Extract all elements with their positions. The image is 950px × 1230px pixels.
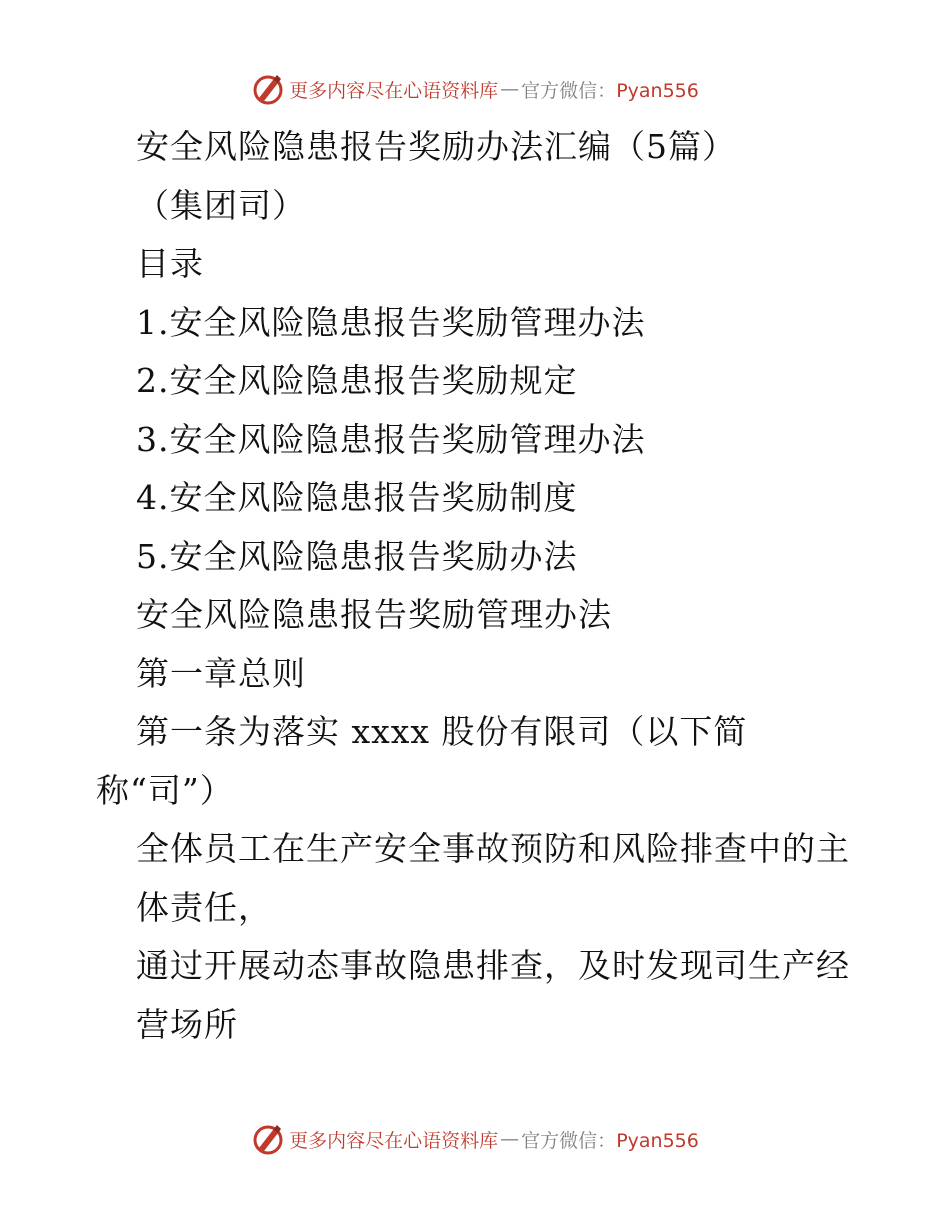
banner-wechat-label: 官方微信： <box>521 79 617 102</box>
paragraph: 通过开展动态事故隐患排查，及时发现司生产经营场所 <box>136 946 850 1044</box>
toc-item: 5.安全风险隐患报告奖励办法 <box>136 536 578 576</box>
banner-text: 更多内容尽在心语资料库 <box>289 79 499 102</box>
chapter-heading: 第一章总则 <box>136 653 306 693</box>
banner-wechat <box>521 1126 699 1153</box>
paragraph-line: 称“司”） <box>96 770 234 810</box>
footer-watermark <box>0 1122 950 1156</box>
toc-item: 2.安全风险隐患报告奖励规定 <box>136 361 578 400</box>
toc-item: 4.安全风险隐患报告奖励制度 <box>136 478 578 517</box>
banner-separator: — <box>500 1128 520 1150</box>
quill-pen-logo-icon <box>251 72 285 106</box>
toc-item: 1.安全风险隐患报告奖励管理办法 <box>136 302 646 342</box>
banner-wechat-label: 官方微信： <box>521 1129 617 1152</box>
banner-wechat-handle: Pyan556 <box>616 79 699 102</box>
header-watermark <box>0 72 950 106</box>
banner-wechat <box>521 76 699 103</box>
banner-text: 更多内容尽在心语资料库 <box>289 1129 499 1152</box>
document-body <box>96 118 861 1054</box>
section-title: 安全风险隐患报告奖励管理办法 <box>136 595 612 634</box>
banner-wechat-handle: Pyan556 <box>616 1129 699 1152</box>
toc-item: 3.安全风险隐患报告奖励管理办法 <box>136 419 646 459</box>
document-subtitle: （集团司） <box>136 185 306 225</box>
document-title: 安全风险隐患报告奖励办法汇编（5篇） <box>136 127 736 166</box>
toc-heading: 目录 <box>136 244 204 283</box>
paragraph-line: 第一条为落实 xxxx 股份有限司（以下简 <box>136 712 748 751</box>
banner-separator: — <box>500 78 520 100</box>
paragraph: 全体员工在生产安全事故预防和风险排查中的主体责任， <box>136 829 850 927</box>
quill-pen-logo-icon <box>251 1122 285 1156</box>
